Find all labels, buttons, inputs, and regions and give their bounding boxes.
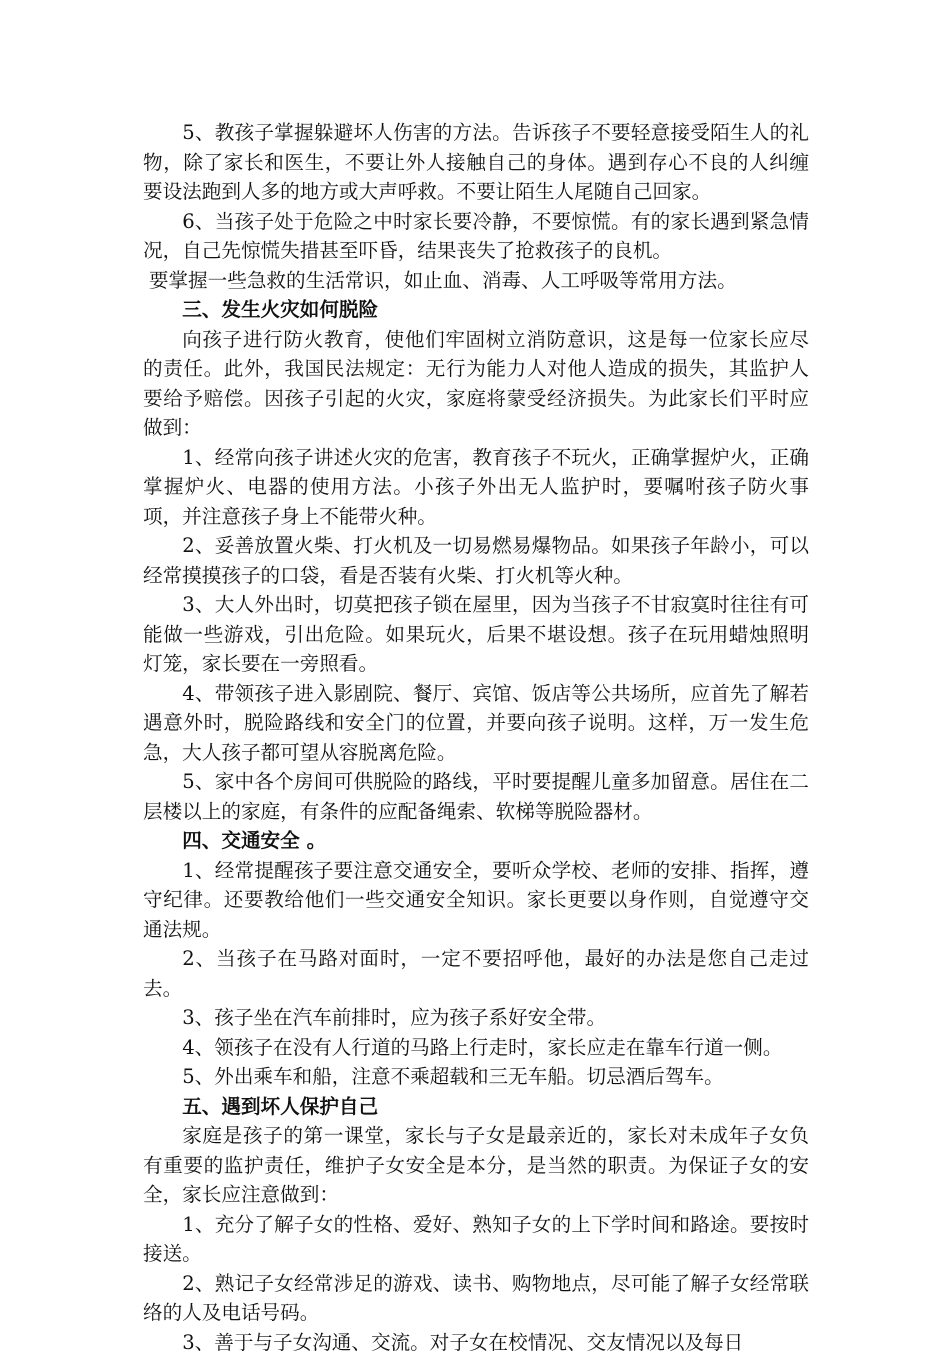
paragraph: 3、大人外出时，切莫把孩子锁在屋里，因为当孩子不甘寂寞时往往有可能做一些游戏，引出危险。如果玩火，后果不堪设想。孩子在玩用蜡烛照明灯笼，家长要在一旁照看。 <box>143 590 809 679</box>
paragraph: 要掌握一些急救的生活常识，如止血、消毒、人工呼吸等常用方法。 <box>143 266 809 296</box>
section-heading: 五、遇到坏人保护自己 <box>143 1092 809 1122</box>
paragraph: 1、经常向孩子讲述火灾的危害，教育孩子不玩火，正确掌握炉火，正确掌握炉火、电器的使用方法。小孩子外出无人监护时，要嘱咐孩子防火事项，并注意孩子身上不能带火种。 <box>143 443 809 532</box>
paragraph: 3、善于与子女沟通、交流。对子女在校情况、交友情况以及每日 <box>143 1328 809 1357</box>
paragraph: 2、熟记子女经常涉足的游戏、读书、购物地点，尽可能了解子女经常联络的人及电话号码。 <box>143 1269 809 1328</box>
section-heading: 三、发生火灾如何脱险 <box>143 295 809 325</box>
paragraph: 4、带领孩子进入影剧院、餐厅、宾馆、饭店等公共场所，应首先了解若遇意外时，脱险路线和安全门的位置，并要向孩子说明。这样，万一发生危急，大人孩子都可望从容脱离危险。 <box>143 679 809 768</box>
paragraph: 5、教孩子掌握躲避坏人伤害的方法。告诉孩子不要轻意接受陌生人的礼物，除了家长和医生，不要让外人接触自己的身体。遇到存心不良的人纠缠要设法跑到人多的地方或大声呼救。不要让陌生人尾随自己回家。 <box>143 118 809 207</box>
paragraph: 3、孩子坐在汽车前排时，应为孩子系好安全带。 <box>143 1003 809 1033</box>
paragraph: 2、当孩子在马路对面时，一定不要招呼他，最好的办法是您自己走过去。 <box>143 944 809 1003</box>
paragraph: 6、当孩子处于危险之中时家长要冷静，不要惊慌。有的家长遇到紧急情况，自己先惊慌失措甚至吓昏，结果丧失了抢救孩子的良机。 <box>143 207 809 266</box>
paragraph: 向孩子进行防火教育，使他们牢固树立消防意识，这是每一位家长应尽的责任。此外，我国民法规定：无行为能力人对他人造成的损失，其监护人要给予赔偿。因孩子引起的火灾，家庭将蒙受经济损失。为此家长们平时应做到： <box>143 325 809 443</box>
paragraph: 5、外出乘车和船，注意不乘超载和三无车船。切忌酒后驾车。 <box>143 1062 809 1092</box>
paragraph: 1、充分了解子女的性格、爱好、熟知子女的上下学时间和路途。要按时接送。 <box>143 1210 809 1269</box>
paragraph: 家庭是孩子的第一课堂，家长与子女是最亲近的，家长对未成年子女负有重要的监护责任，维护子女安全是本分，是当然的职责。为保证子女的安全，家长应注意做到： <box>143 1121 809 1210</box>
paragraph: 5、家中各个房间可供脱险的路线，平时要提醒儿童多加留意。居住在二层楼以上的家庭，有条件的应配备绳索、软梯等脱险器材。 <box>143 767 809 826</box>
section-heading: 四、交通安全 。 <box>143 826 809 856</box>
paragraph: 1、经常提醒孩子要注意交通安全，要听众学校、老师的安排、指挥，遵守纪律。还要教给他们一些交通安全知识。家长更要以身作则，自觉遵守交通法规。 <box>143 856 809 945</box>
document-body <box>143 118 809 1357</box>
paragraph: 2、妥善放置火柴、打火机及一切易燃易爆物品。如果孩子年龄小，可以经常摸摸孩子的口袋，看是否装有火柴、打火机等火种。 <box>143 531 809 590</box>
paragraph: 4、领孩子在没有人行道的马路上行走时，家长应走在靠车行道一侧。 <box>143 1033 809 1063</box>
